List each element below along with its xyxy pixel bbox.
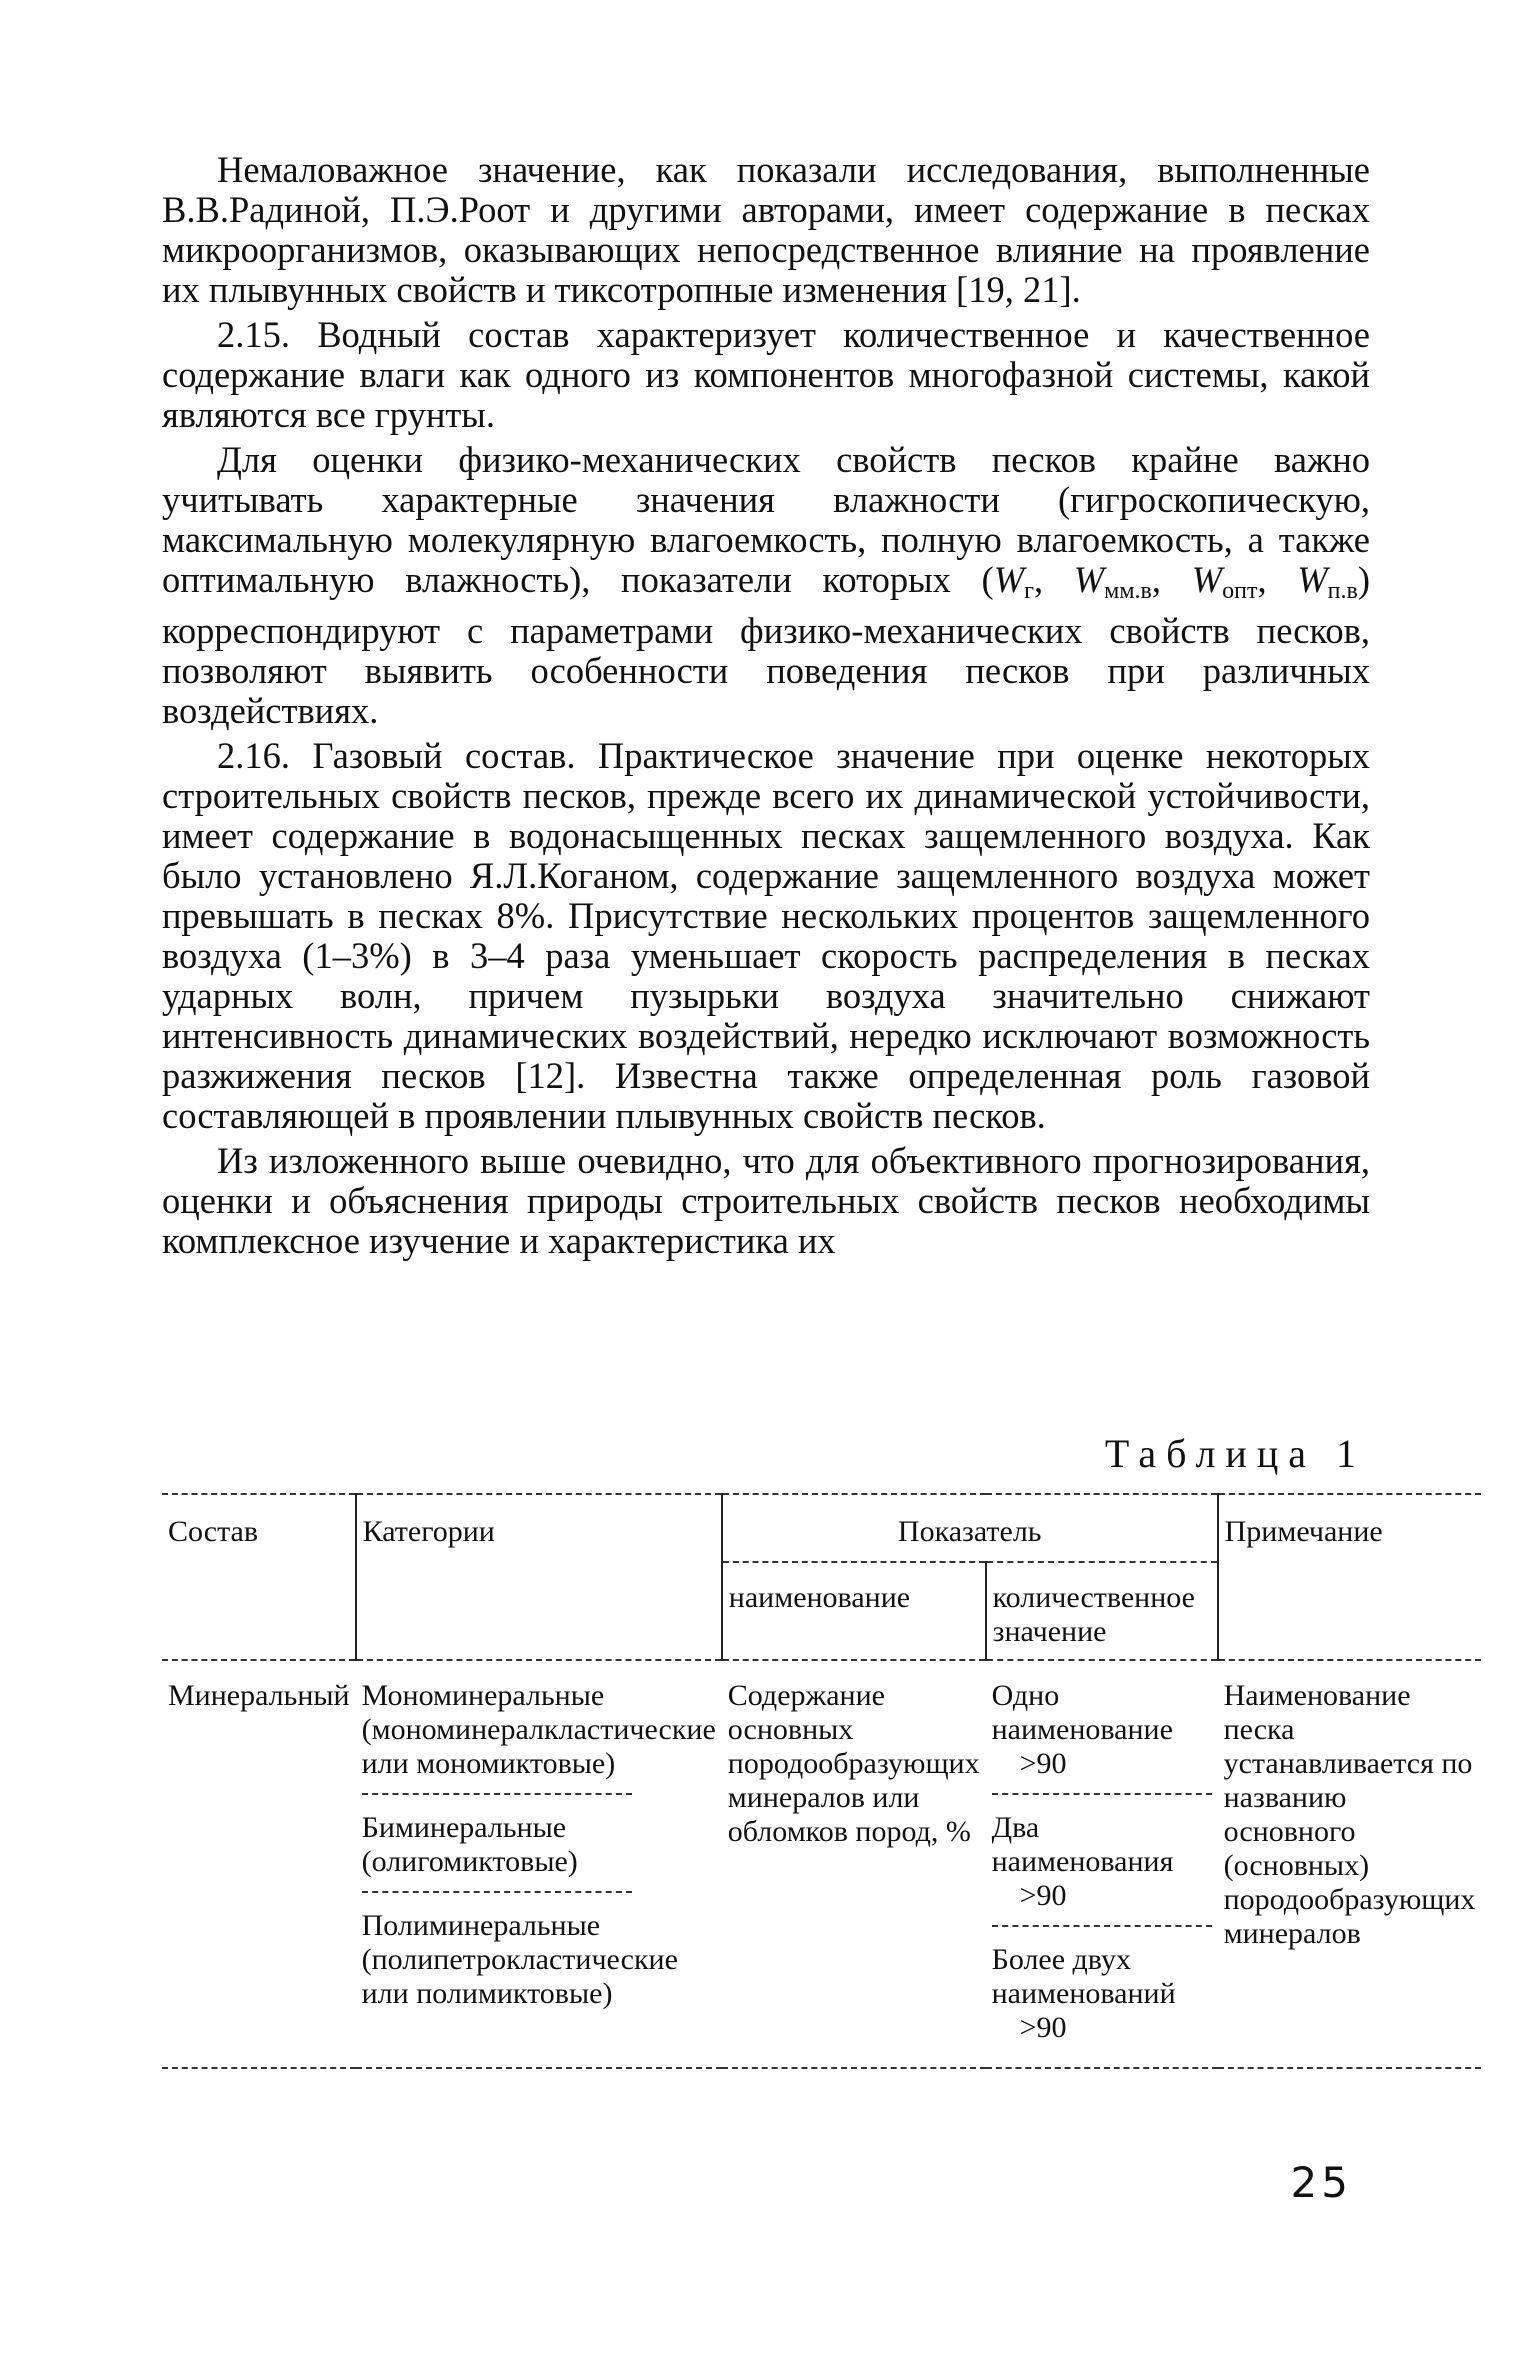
- paragraph-moisture-end: ) корреспондируют с параметрами физико-механических свойств песков, позволяют выявить особенности поведения песков при различных воздействиях.: [162, 559, 1371, 731]
- header-naimenovanie: наименование: [722, 1562, 986, 1660]
- category-poly: Полиминеральные (полипетрокластические или полимиктовые): [361, 1909, 678, 2010]
- paragraph-moisture-start: Для оценки физико-механических свойств песков крайне важно учитывать характерные значения влажности (гигроскопическую, максимальную молекулярную влагоемкость, полную влагоемкость, а также оптимальную влажность), показатели которых (: [162, 439, 1370, 600]
- w-symbol: W: [1073, 559, 1105, 600]
- paragraph-moisture: Для оценки физико-механических свойств песков крайне важно учитывать характерные значения влажности (гигроскопическую, максимальную молекулярную влагоемкость, полную влагоемкость, а также оптимальную влажность), показатели которых ($W_г$, $W_{мм.в}$, $W_{опт}$, $W_{п.в}$) корреспондируют с параметрами физико-механических свойств песков, позволяют выявить особенности поведения песков при различных воздействиях.: [162, 439, 1371, 731]
- w-symbol: W: [993, 559, 1025, 600]
- composition-table: [162, 1493, 1481, 2069]
- value-number: >90: [1019, 1747, 1067, 1780]
- divider: [362, 1793, 632, 1797]
- w-symbol: W: [1297, 559, 1328, 600]
- category-mono: Мономинеральные (мономинералкластические или мономиктовые): [361, 1679, 716, 1780]
- w-symbol: W: [1191, 559, 1223, 600]
- header-kolichestvennoe: количественное значение: [986, 1562, 1218, 1660]
- divider: [992, 1793, 1212, 1797]
- value-label: Одно наименование: [991, 1679, 1173, 1746]
- w-subscript: опт: [1222, 578, 1258, 604]
- body-text: [162, 150, 1370, 1266]
- value-label: Более двух наименований: [991, 1943, 1176, 2010]
- paragraph-conclusion: Из изложенного выше очевидно, что для объективного прогнозирования, оценки и объяснения природы строительных свойств песков необходимы комплексное изучение и характеристика их: [162, 1140, 1370, 1261]
- cell-naimenovanie: Содержание основных породообразующих минералов или обломков пород, %: [722, 1660, 986, 2068]
- cell-kategorii: [356, 1660, 722, 2068]
- divider: [362, 1891, 632, 1895]
- paragraph-gas-composition: 2.16. Газовый состав. Практическое значение при оценке некоторых строительных свойств песков, прежде всего их динамической устойчивости, имеет содержание в водонасыщенных песках защемленного воздуха. Как было установлено Я.Л.Коганом, содержание защемленного воздуха может превышать в песках 8%. Присутствие нескольких процентов защемленного воздуха (1–3%) в 3–4 раза уменьшает скорость распределения в песках ударных волн, причем пузырьки воздуха значительно снижают интенсивность динамических воздействий, нередко исключают возможность разжижения песков [12]. Известна также определенная роль газовой составляющей в проявлении плывунных свойств песков.: [162, 735, 1370, 1136]
- cell-kolichestvennoe: [986, 1660, 1218, 2068]
- value-number: >90: [1019, 2011, 1067, 2044]
- divider: [992, 1925, 1212, 1929]
- w-subscript: мм.в: [1104, 578, 1152, 604]
- table-row: [162, 1660, 1481, 2068]
- cell-sostav: Минеральный: [162, 1660, 356, 2068]
- value-label: Два наименования: [991, 1811, 1174, 1878]
- page-number: 25: [1290, 2158, 1352, 2207]
- value-number: >90: [1019, 1879, 1067, 1912]
- paragraph-water-composition: 2.15. Водный состав характеризует количественное и качественное содержание влаги как одного из компонентов многофазной системы, какой являются все грунты.: [162, 314, 1370, 435]
- category-bi: Биминеральные (олигомиктовые): [361, 1811, 578, 1878]
- cell-primechanie: Наименование песка устанавливается по названию основного (основных) породообразующих минералов: [1218, 1660, 1482, 2068]
- header-pokazatel: Показатель: [722, 1494, 1218, 1562]
- w-subscript: г: [1024, 578, 1034, 604]
- header-kategorii: Категории: [356, 1494, 722, 1660]
- table-caption: Таблица 1: [1104, 1431, 1366, 1476]
- w-subscript: п.в: [1327, 578, 1358, 604]
- header-sostav: Состав: [162, 1494, 356, 1660]
- paragraph-microorganisms: Немаловажное значение, как показали исследования, выполненные В.В.Радиной, П.Э.Роот и другими авторами, имеет содержание в песках микроорганизмов, оказывающих непосредственное влияние на проявление их плывунных свойств и тиксотропные изменения [19, 21].: [162, 149, 1370, 310]
- header-primechanie: Примечание: [1218, 1494, 1482, 1660]
